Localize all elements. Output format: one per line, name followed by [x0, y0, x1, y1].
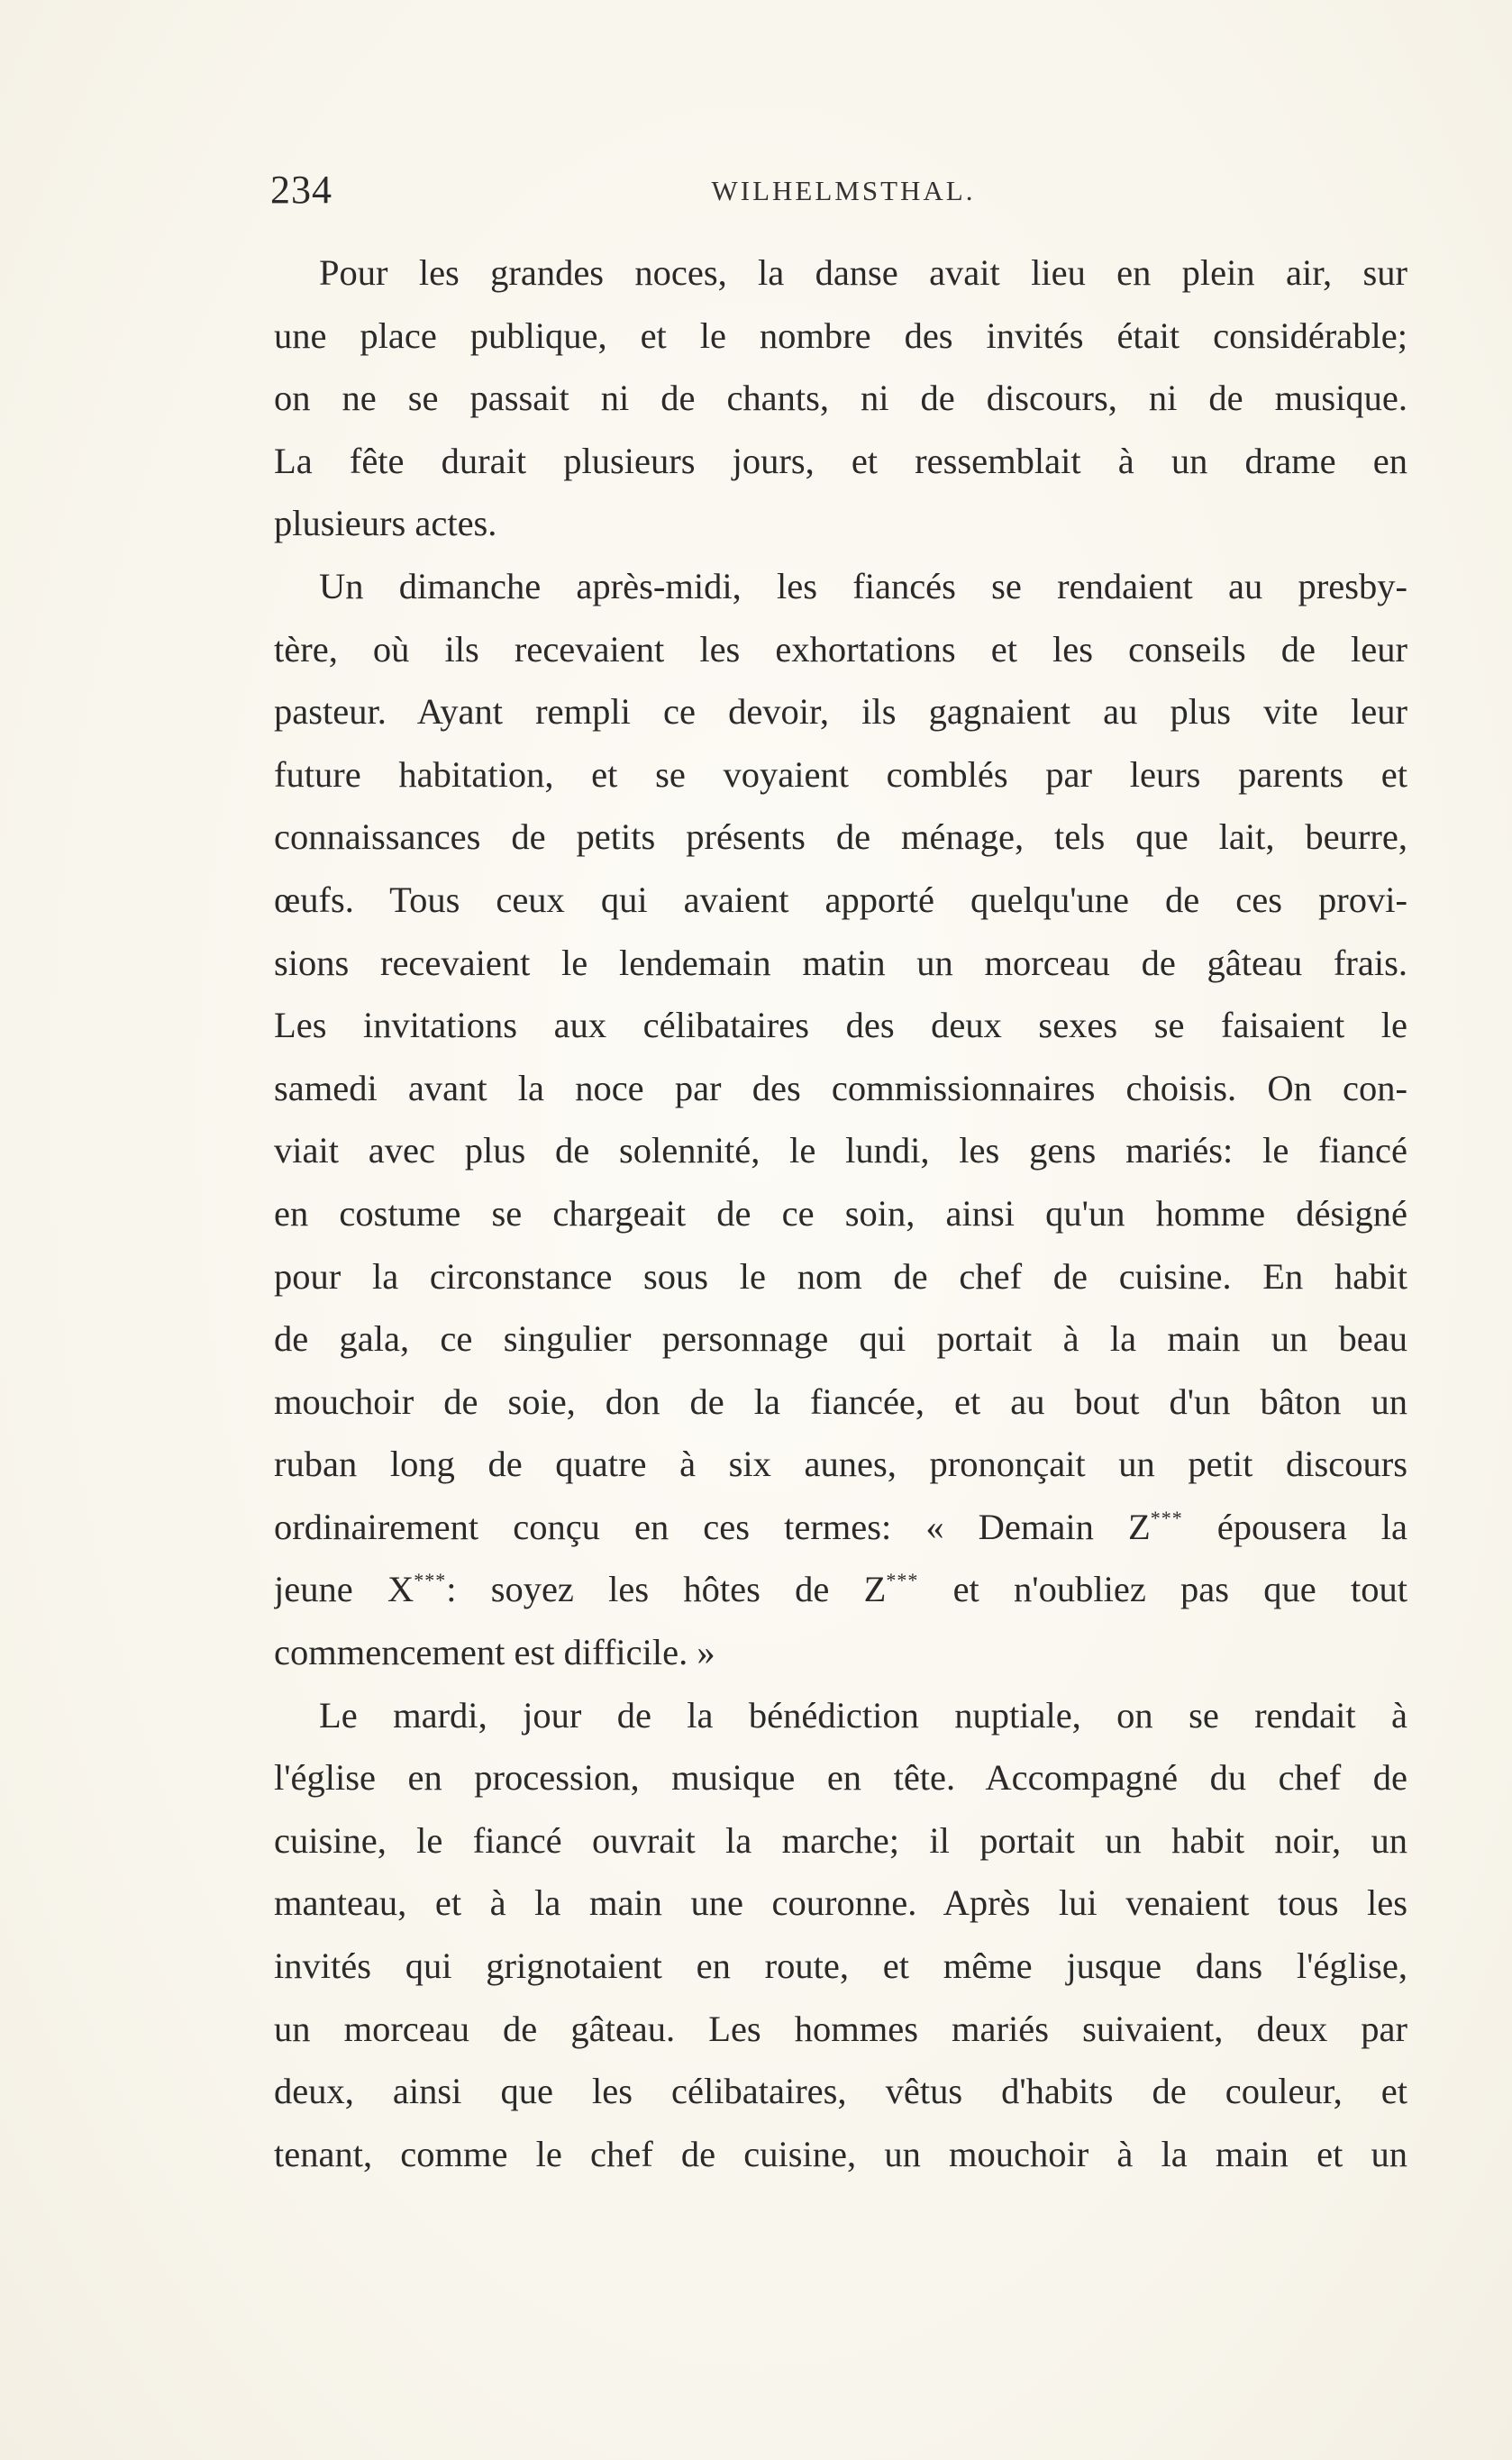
text-line: tère, où ils recevaient les exhortations et les conseils de leur — [274, 628, 1407, 670]
text-line: La fête durait plusieurs jours, et ressemblait à un drame en — [274, 440, 1407, 481]
text-line: connaissances de petits présents de ménage, tels que lait, beurre, — [274, 816, 1407, 858]
text-line: Pour les grandes noces, la danse avait lieu en plein air, sur — [319, 252, 1407, 293]
text-line: plusieurs actes. — [274, 503, 497, 544]
text-line: viait avec plus de solennité, le lundi, les gens mariés: le fiancé — [274, 1130, 1407, 1171]
text-line: sions recevaient le lendemain matin un morceau de gâteau frais. — [274, 942, 1407, 983]
text-line: tenant, comme le chef de cuisine, un mouchoir à la main et un — [274, 2133, 1407, 2174]
text-line: manteau, et à la main une couronne. Après lui venaient tous les — [274, 1882, 1407, 1924]
text-line: pour la circonstance sous le nom de chef de cuisine. En habit — [274, 1255, 1407, 1297]
text-line: œufs. Tous ceux qui avaient apporté quelqu'une de ces provi- — [274, 879, 1407, 920]
text-line: pasteur. Ayant rempli ce devoir, ils gagnaient au plus vite leur — [274, 691, 1407, 733]
text-line: l'église en procession, musique en tête. Accompagné du chef de — [274, 1757, 1407, 1799]
asterisk-superscript: *** — [886, 1569, 919, 1592]
text-line: jeune X***: soyez les hôtes de Z*** et n'oubliez pas que tout — [274, 1569, 1407, 1610]
text-line: on ne se passait ni de chants, ni de discours, ni de musique. — [274, 378, 1407, 419]
text-line: de gala, ce singulier personnage qui portait à la main un beau — [274, 1318, 1407, 1360]
text-line: un morceau de gâteau. Les hommes mariés suivaient, deux par — [274, 2008, 1407, 2049]
text-line: invités qui grignotaient en route, et même jusque dans l'église, — [274, 1945, 1407, 1987]
running-head — [270, 168, 1407, 222]
asterisk-superscript: *** — [414, 1569, 447, 1592]
text-line: future habitation, et se voyaient comblés par leurs parents et — [274, 753, 1407, 795]
body-text — [274, 241, 1407, 2185]
text-line: samedi avant la noce par des commissionnaires choisis. On con- — [274, 1067, 1407, 1108]
text-line: en costume se chargeait de ce soin, ainsi qu'un homme désigné — [274, 1192, 1407, 1234]
running-title: WILHELMSTHAL. — [711, 175, 976, 206]
text-line: Un dimanche après-midi, les fiancés se rendaient au presby- — [319, 565, 1407, 606]
text-line: cuisine, le fiancé ouvrait la marche; il portait un habit noir, un — [274, 1819, 1407, 1861]
page-number: 234 — [270, 168, 332, 212]
text-line: ruban long de quatre à six aunes, prononçait un petit discours — [274, 1444, 1407, 1485]
asterisk-superscript: *** — [1150, 1506, 1183, 1529]
text-line: ordinairement conçu en ces termes: « Demain Z*** épousera la — [274, 1506, 1407, 1547]
text-line: Les invitations aux célibataires des deux sexes se faisaient le — [274, 1005, 1407, 1046]
text-line: Le mardi, jour de la bénédiction nuptiale, on se rendait à — [319, 1694, 1407, 1736]
text-line: commencement est difficile. » — [274, 1632, 715, 1673]
text-line: mouchoir de soie, don de la fiancée, et au bout d'un bâton un — [274, 1380, 1407, 1422]
text-line: deux, ainsi que les célibataires, vêtus d'habits de couleur, et — [274, 2071, 1407, 2112]
text-line: une place publique, et le nombre des invités était considérable; — [274, 314, 1407, 356]
